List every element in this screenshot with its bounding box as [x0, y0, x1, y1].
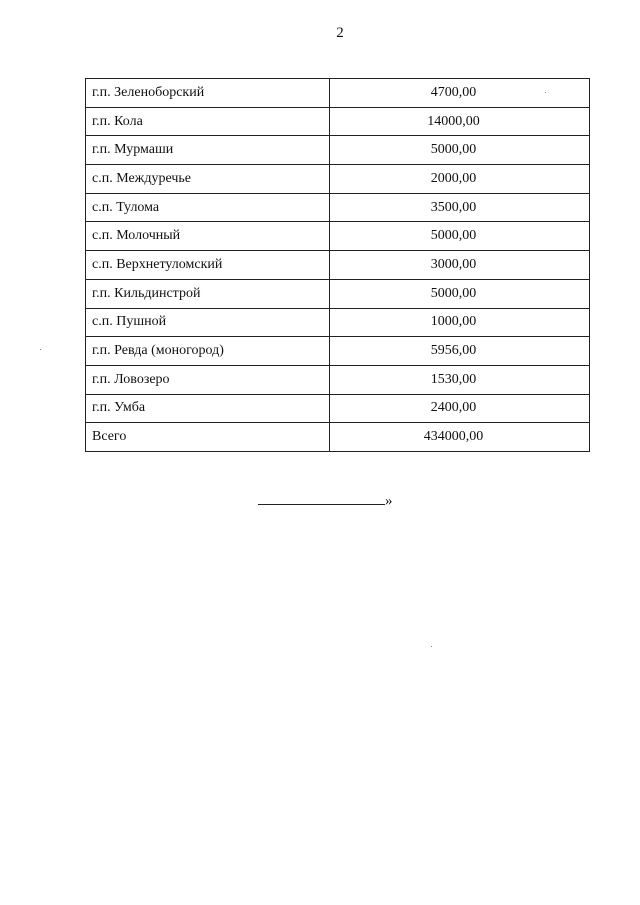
- total-label: Всего: [86, 423, 330, 452]
- table-row: [86, 337, 590, 366]
- row-name: г.п. Умба: [86, 394, 330, 423]
- table-row: [86, 365, 590, 394]
- row-name: с.п. Тулома: [86, 193, 330, 222]
- row-value: 4700,00: [330, 79, 590, 108]
- row-name: с.п. Молочный: [86, 222, 330, 251]
- table-row: [86, 394, 590, 423]
- table-row: [86, 79, 590, 108]
- row-value: 1530,00: [330, 365, 590, 394]
- table-row: [86, 165, 590, 194]
- table-row: [86, 308, 590, 337]
- signature-underline: [258, 490, 385, 505]
- allocation-table: [85, 78, 590, 452]
- row-name: г.п. Кола: [86, 107, 330, 136]
- page-number: 2: [336, 25, 344, 41]
- row-value: 2400,00: [330, 394, 590, 423]
- row-value: 5000,00: [330, 136, 590, 165]
- scan-speck: [431, 646, 432, 647]
- row-value: 2000,00: [330, 165, 590, 194]
- scan-speck: [40, 349, 41, 350]
- table-row: [86, 279, 590, 308]
- row-value: 5000,00: [330, 279, 590, 308]
- row-value: 3000,00: [330, 251, 590, 280]
- total-value: 434000,00: [330, 423, 590, 452]
- row-value: 5956,00: [330, 337, 590, 366]
- row-value: 14000,00: [330, 107, 590, 136]
- table-row: [86, 136, 590, 165]
- row-name: г.п. Кильдинстрой: [86, 279, 330, 308]
- row-name: г.п. Ловозеро: [86, 365, 330, 394]
- row-name: г.п. Зеленоборский: [86, 79, 330, 108]
- row-value: 1000,00: [330, 308, 590, 337]
- row-name: с.п. Пушной: [86, 308, 330, 337]
- row-name: с.п. Верхнетуломский: [86, 251, 330, 280]
- row-name: с.п. Междуречье: [86, 165, 330, 194]
- total-row: [86, 423, 590, 452]
- closing-line: [258, 490, 393, 510]
- table-row: [86, 107, 590, 136]
- scan-speck: [545, 92, 546, 93]
- row-name: г.п. Мурмаши: [86, 136, 330, 165]
- row-value: 3500,00: [330, 193, 590, 222]
- table-row: [86, 193, 590, 222]
- table-row: [86, 251, 590, 280]
- table-row: [86, 222, 590, 251]
- row-name: г.п. Ревда (моногород): [86, 337, 330, 366]
- row-value: 5000,00: [330, 222, 590, 251]
- closing-quote-mark: »: [385, 493, 393, 509]
